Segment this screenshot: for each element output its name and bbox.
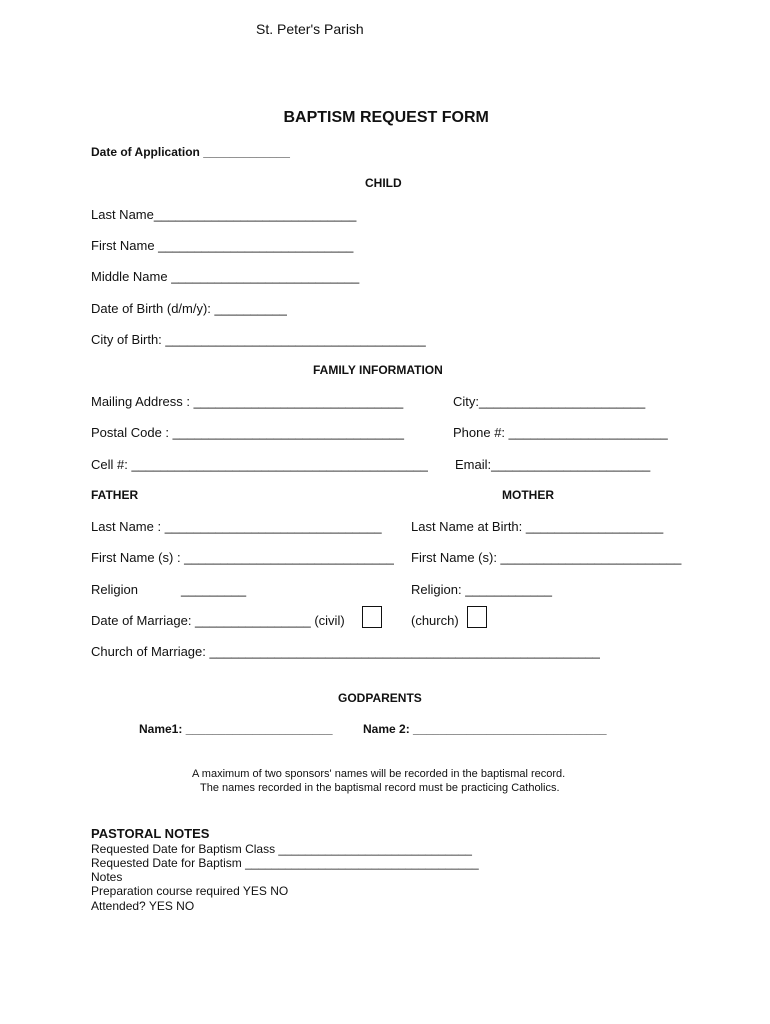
form-title: BAPTISM REQUEST FORM [283, 109, 489, 126]
civil-checkbox[interactable] [362, 606, 382, 628]
parish-name: St. Peter's Parish [256, 21, 364, 37]
requested-class-date-field[interactable]: Requested Date for Baptism Class _____________________________ [91, 842, 472, 856]
sponsor-note-line1: A maximum of two sponsors' names will be recorded in the baptismal record. [192, 768, 566, 780]
father-heading: FATHER [91, 488, 139, 502]
requested-baptism-date-field[interactable]: Requested Date for Baptism ___________________________________ [91, 856, 479, 870]
child-heading: CHILD [365, 176, 402, 190]
child-last-name-field[interactable]: Last Name____________________________ [91, 207, 357, 222]
cell-field[interactable]: Cell #: _________________________________________ [91, 457, 428, 472]
church-of-marriage-field[interactable]: Church of Marriage: ______________________________________________________ [91, 644, 600, 659]
postal-code-field[interactable]: Postal Code : ________________________________ [91, 425, 405, 440]
email-field[interactable]: Email:______________________ [455, 457, 651, 472]
godparent-name2-field[interactable]: Name 2: _____________________________ [363, 722, 607, 736]
child-middle-name-field[interactable]: Middle Name __________________________ [91, 269, 360, 284]
child-first-name-field[interactable]: First Name ___________________________ [91, 238, 354, 253]
sponsor-note-line2: The names recorded in the baptismal record must be practicing Catholics. [200, 782, 560, 794]
father-first-name-field[interactable]: First Name (s) : _____________________________ [91, 550, 394, 565]
child-city-of-birth-field[interactable]: City of Birth: ____________________________________ [91, 332, 426, 347]
mother-heading: MOTHER [502, 488, 554, 502]
date-of-application-field[interactable]: Date of Application _____________ [91, 145, 290, 159]
father-last-name-field[interactable]: Last Name : ______________________________ [91, 519, 382, 534]
mother-first-name-field[interactable]: First Name (s): _________________________ [411, 550, 682, 565]
church-label: (church) [411, 613, 459, 628]
pastoral-notes-heading: PASTORAL NOTES [91, 826, 210, 841]
family-information-heading: FAMILY INFORMATION [313, 363, 443, 377]
mother-religion-field[interactable]: Religion: ____________ [411, 582, 552, 597]
church-checkbox[interactable] [467, 606, 487, 628]
date-of-marriage-field[interactable]: Date of Marriage: ________________ (civil) [91, 613, 345, 628]
godparent-name1-field[interactable]: Name1: ______________________ [139, 722, 333, 736]
notes-label: Notes [91, 870, 123, 884]
godparents-heading: GODPARENTS [338, 691, 422, 705]
phone-field[interactable]: Phone #: ______________________ [453, 425, 668, 440]
mother-last-name-at-birth-field[interactable]: Last Name at Birth: ___________________ [411, 519, 664, 534]
child-date-of-birth-field[interactable]: Date of Birth (d/m/y): __________ [91, 301, 287, 316]
preparation-course-line: Preparation course required YES NO [91, 884, 289, 898]
father-religion-label: Religion [91, 582, 138, 597]
father-religion-field[interactable]: _________ [181, 582, 247, 597]
city-field[interactable]: City:_______________________ [453, 394, 646, 409]
attended-line: Attended? YES NO [91, 899, 195, 913]
mailing-address-field[interactable]: Mailing Address : _____________________________ [91, 394, 404, 409]
